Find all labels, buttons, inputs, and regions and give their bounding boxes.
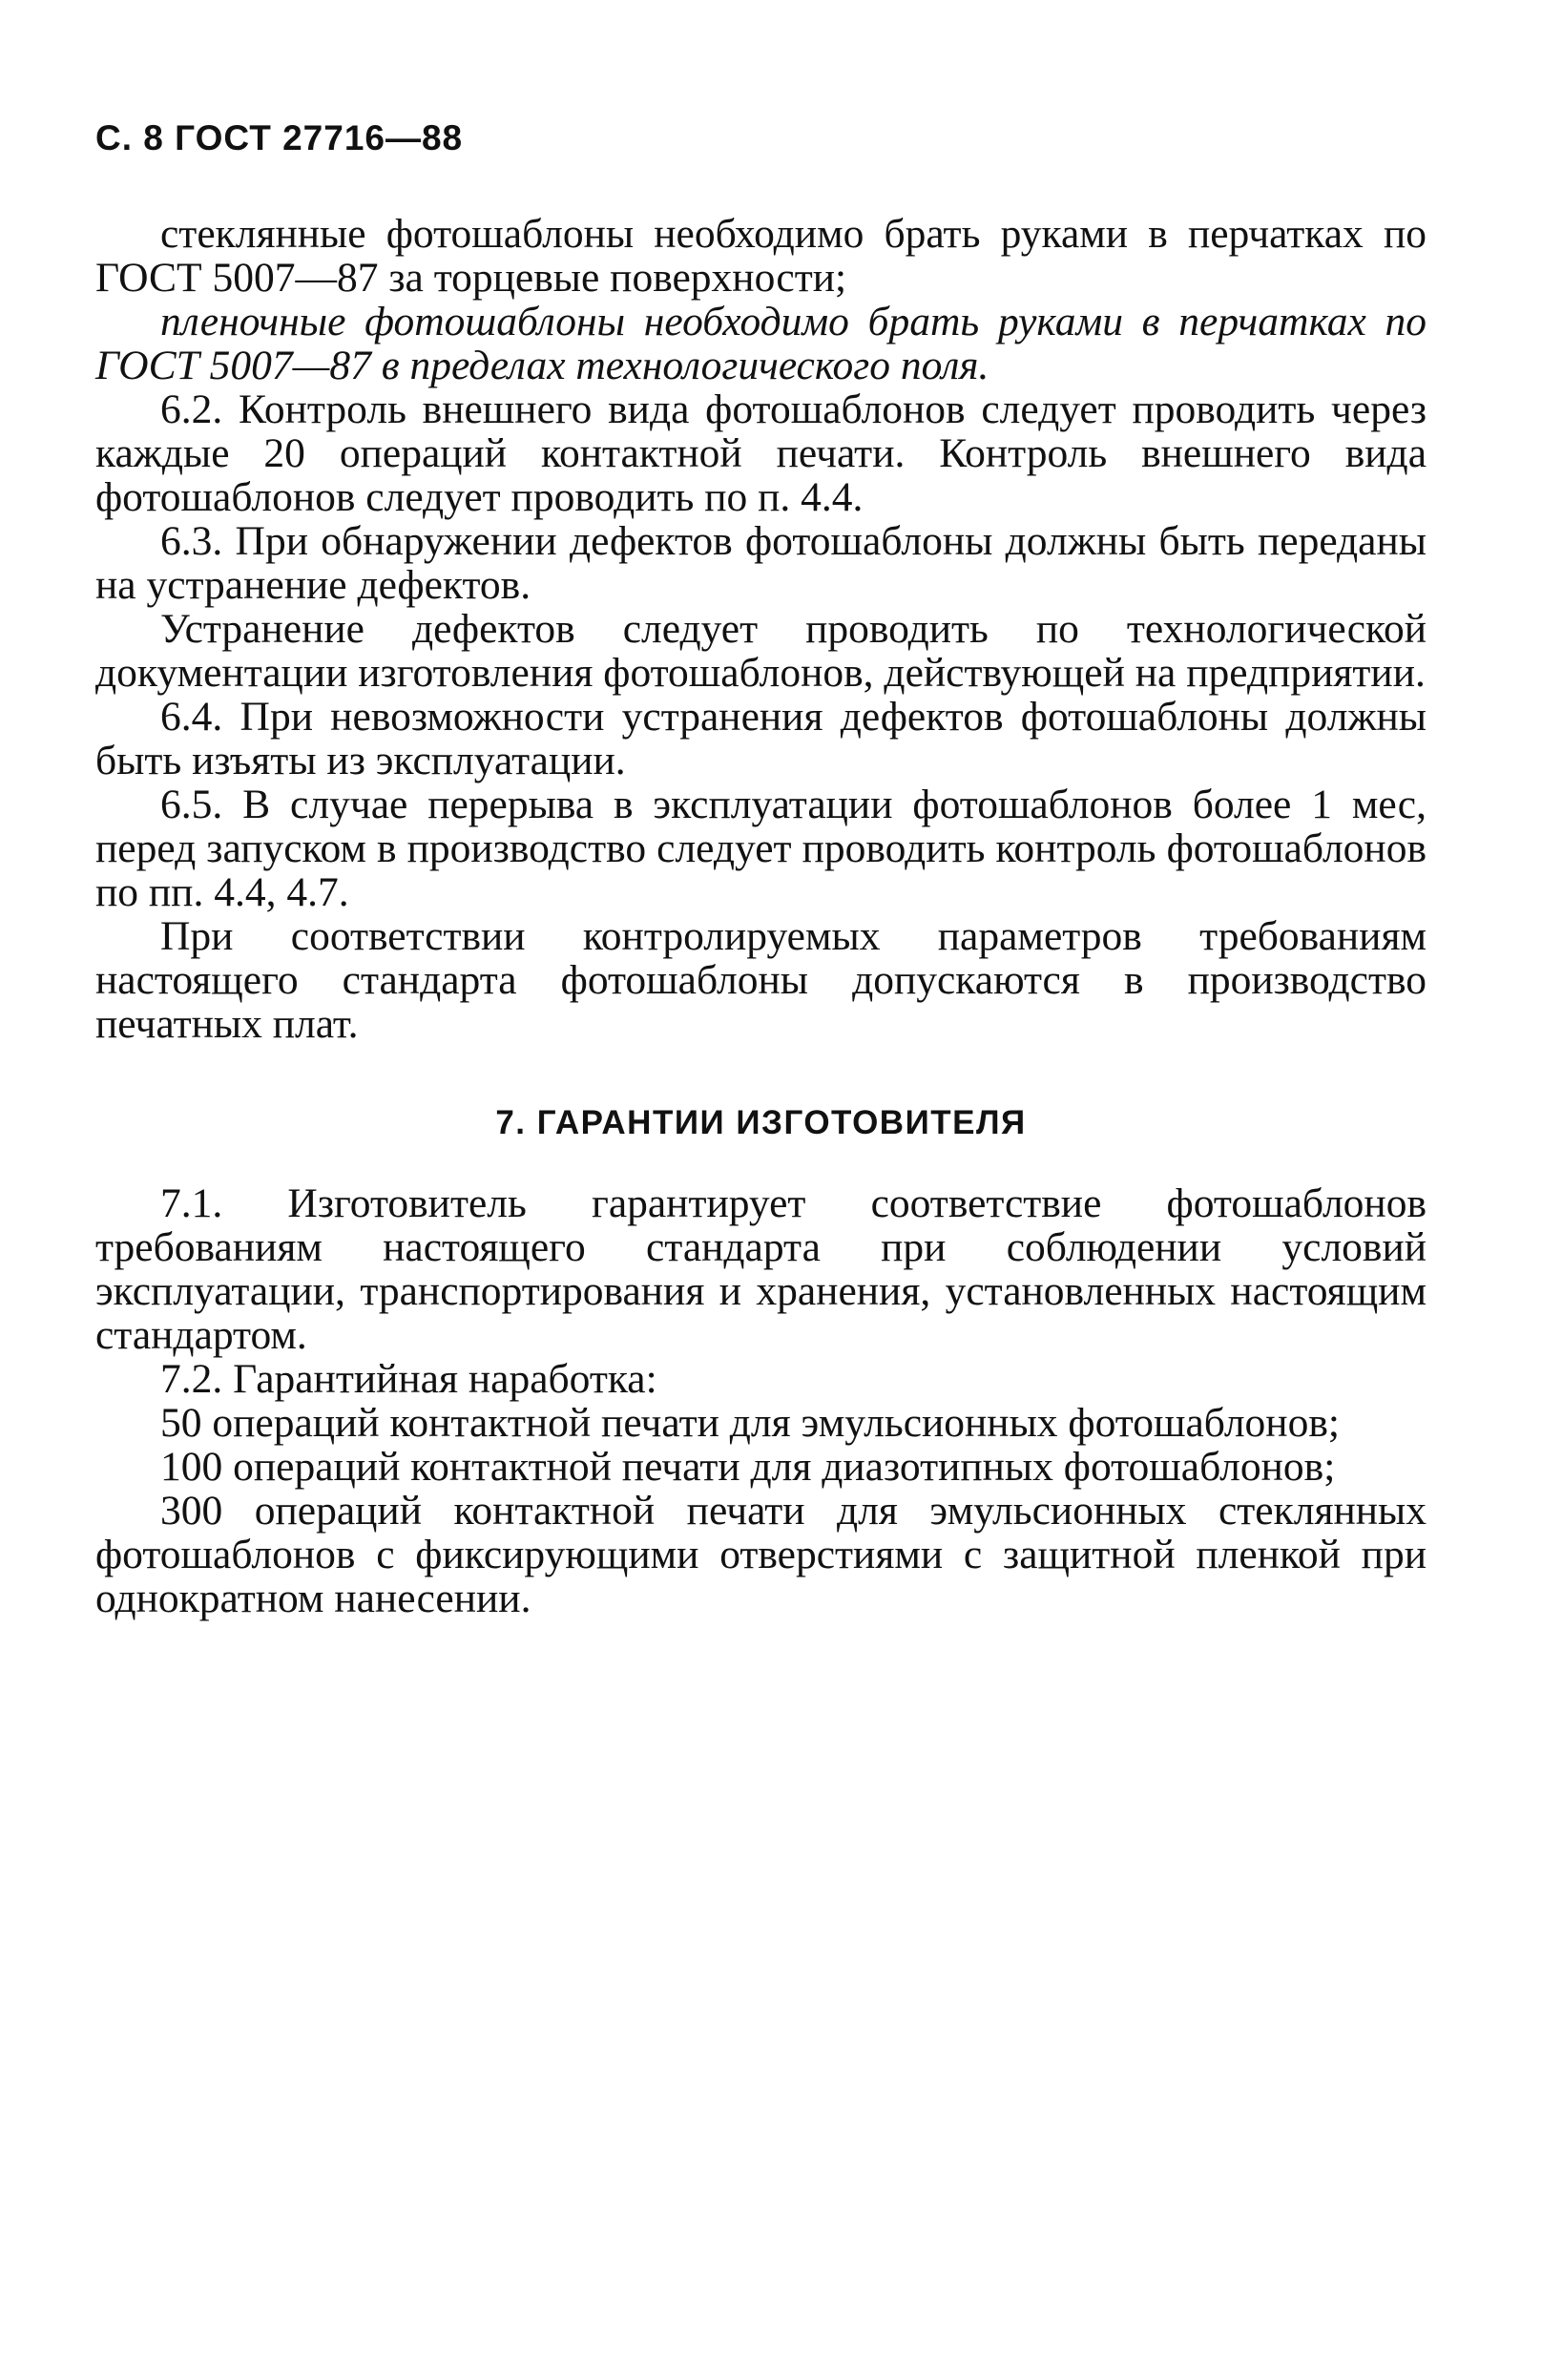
paragraph-6-4: 6.4. При невозможности устранения дефектов фотошаблоны должны быть изъяты из эксплуатации. bbox=[95, 694, 1427, 783]
paragraph-6-3: 6.3. При обнаружении дефектов фотошаблоны должны быть переданы на устранение дефектов. bbox=[95, 518, 1427, 608]
paragraph-7-1: 7.1. Изготовитель гарантирует соответствие фотошаблонов требованиям настоящего стандарта при соблюдении условий эксплуатации, транспортирования и хранения, установленных настоящим стандартом. bbox=[95, 1180, 1427, 1358]
paragraph-warranty-100: 100 операций контактной печати для диазотипных фотошаблонов; bbox=[160, 1444, 1336, 1490]
paragraph-warranty-50: 50 операций контактной печати для эмульсионных фотошаблонов; bbox=[160, 1400, 1340, 1446]
document-body bbox=[95, 212, 1427, 1620]
paragraph-6-2: 6.2. Контроль внешнего вида фотошаблонов следует проводить через каждые 20 операций контактной печати. Контроль внешнего вида фотошаблонов следует проводить по п. 4.4. bbox=[95, 386, 1427, 520]
section-heading: 7. ГАРАНТИИ ИЗГОТОВИТЕЛЯ bbox=[495, 1104, 1027, 1141]
paragraph-glass-handling: стеклянные фотошаблоны необходимо брать руками в перчатках по ГОСТ 5007—87 за торцевые поверхности; bbox=[95, 211, 1427, 301]
paragraph-film-handling: пленочные фотошаблоны необходимо брать руками в перчатках по ГОСТ 5007—87 в пределах технологического поля. bbox=[95, 299, 1427, 388]
paragraph-defect-removal: Устранение дефектов следует проводить по технологической документации изготовления фотошаблонов, действующей на предприятии. bbox=[95, 606, 1427, 696]
paragraph-compliance: При соответствии контролируемых параметров требованиям настоящего стандарта фотошаблоны допускаются в производство печатных плат. bbox=[95, 913, 1427, 1047]
running-head: С. 8 ГОСТ 27716—88 bbox=[95, 118, 464, 157]
paragraph-warranty-300: 300 операций контактной печати для эмульсионных стеклянных фотошаблонов с фиксирующими отверстиями с защитной пленкой при однократном нанесении. bbox=[95, 1488, 1427, 1621]
paragraph-7-2: 7.2. Гарантийная наработка: bbox=[160, 1356, 657, 1402]
paragraph-6-5: 6.5. В случае перерыва в эксплуатации фотошаблонов более 1 мес, перед запуском в производство следует проводить контроль фотошаблонов по пп. 4.4, 4.7. bbox=[95, 782, 1427, 915]
